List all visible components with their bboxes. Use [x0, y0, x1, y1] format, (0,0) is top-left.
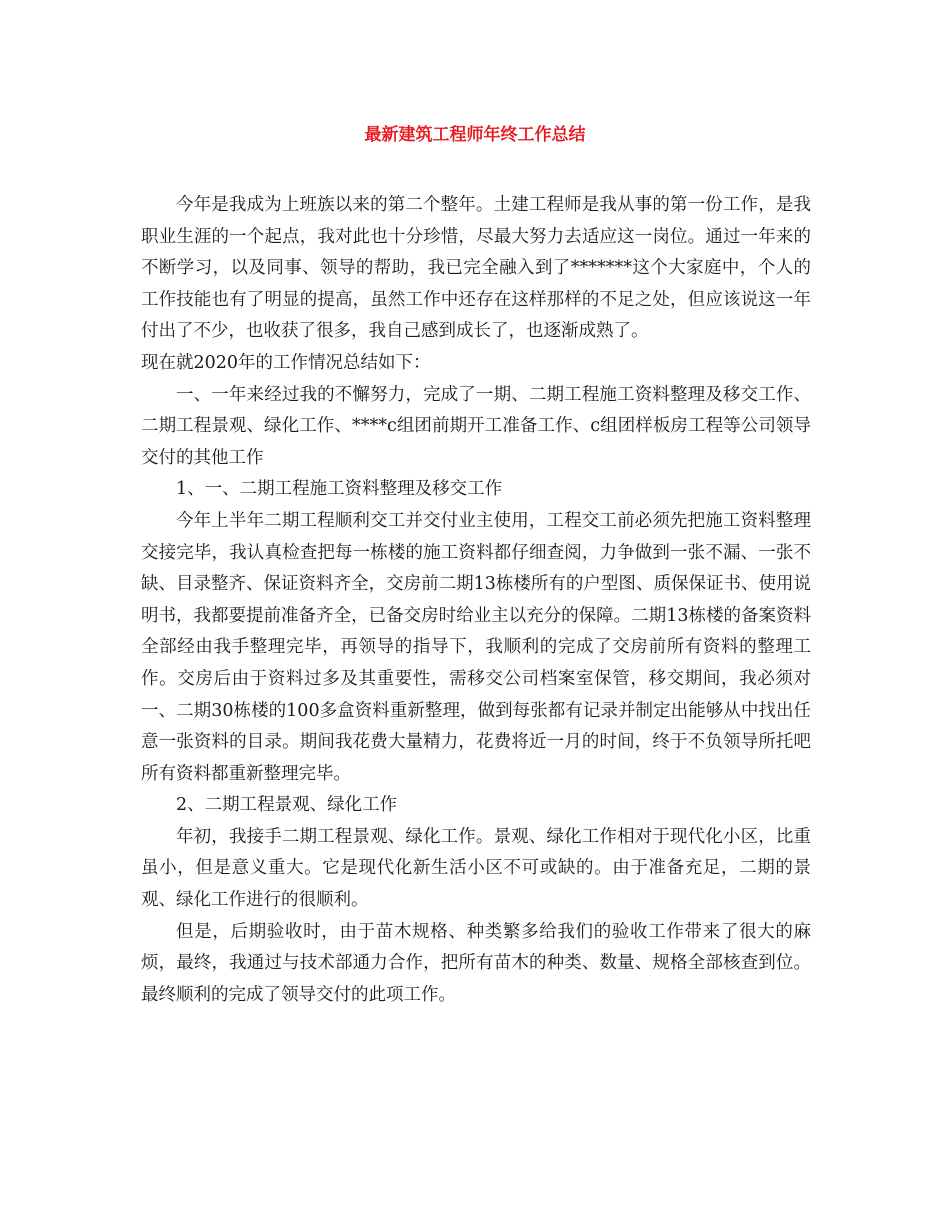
- paragraph-acceptance: 但是，后期验收时，由于苗木规格、种类繁多给我们的验收工作带来了很大的麻烦，最终，我通过与技术部通力合作，把所有苗木的种类、数量、规格全部核查到位。最终顺利的完成了领导交付的此项工作。: [141, 921, 811, 1005]
- paragraph-section-one: 一、一年来经过我的不懈努力，完成了一期、二期工程施工资料整理及移交工作、二期工程景观、绿化工作、****c组团前期开工准备工作、c组团样板房工程等公司领导交付的其他工作: [141, 384, 811, 468]
- paragraph-archive-work: 今年上半年二期工程顺利交工并交付业主使用，工程交工前必须先把施工资料整理交接完毕，我认真检查把每一栋楼的施工资料都仔细查阅，力争做到一张不漏、一张不缺、目录整齐、保证资料齐全，交房前二期13栋楼所有的户型图、质保保证书、使用说明书，我都要提前准备齐全，已备交房时给业主以充分的保障。二期13栋楼的备案资料全部经由我手整理完毕，再领导的指导下，我顺利的完成了交房前所有资料的整理工作。交房后由于资料过多及其重要性，需移交公司档案室保管，移交期间，我必须对一、二期30栋楼的100多盒资料重新整理，做到每张都有记录并制定出能够从中找出任意一张资料的目录。期间我花费大量精力，花费将近一月的时间，终于不负领导所托吧所有资料都重新整理完毕。: [141, 510, 811, 784]
- paragraph-landscape-work: 年初，我接手二期工程景观、绿化工作。景观、绿化工作相对于现代化小区，比重虽小，但是意义重大。它是现代化新生活小区不可或缺的。由于准备充足，二期的景观、绿化工作进行的很顺利。: [141, 826, 811, 911]
- document-body: [141, 190, 811, 1011]
- document-title: 最新建筑工程师年终工作总结: [364, 125, 586, 145]
- paragraph-summary-lead: 现在就2020年的工作情况总结如下：: [141, 352, 431, 373]
- heading-subsection-1: 1、一、二期工程施工资料整理及移交工作: [176, 479, 503, 500]
- paragraph-intro: 今年是我成为上班族以来的第二个整年。土建工程师是我从事的第一份工作，是我职业生涯的一个起点，我对此也十分珍惜，尽最大努力去适应这一岗位。通过一年来的不断学习，以及同事、领导的帮助，我已完全融入到了*******这个大家庭中，个人的工作技能也有了明显的提高，虽然工作中还存在这样那样的不足之处，但应该说这一年付出了不少，也收获了很多，我自己感到成长了，也逐渐成熟了。: [141, 195, 811, 342]
- heading-subsection-2: 2、二期工程景观、绿化工作: [176, 795, 398, 816]
